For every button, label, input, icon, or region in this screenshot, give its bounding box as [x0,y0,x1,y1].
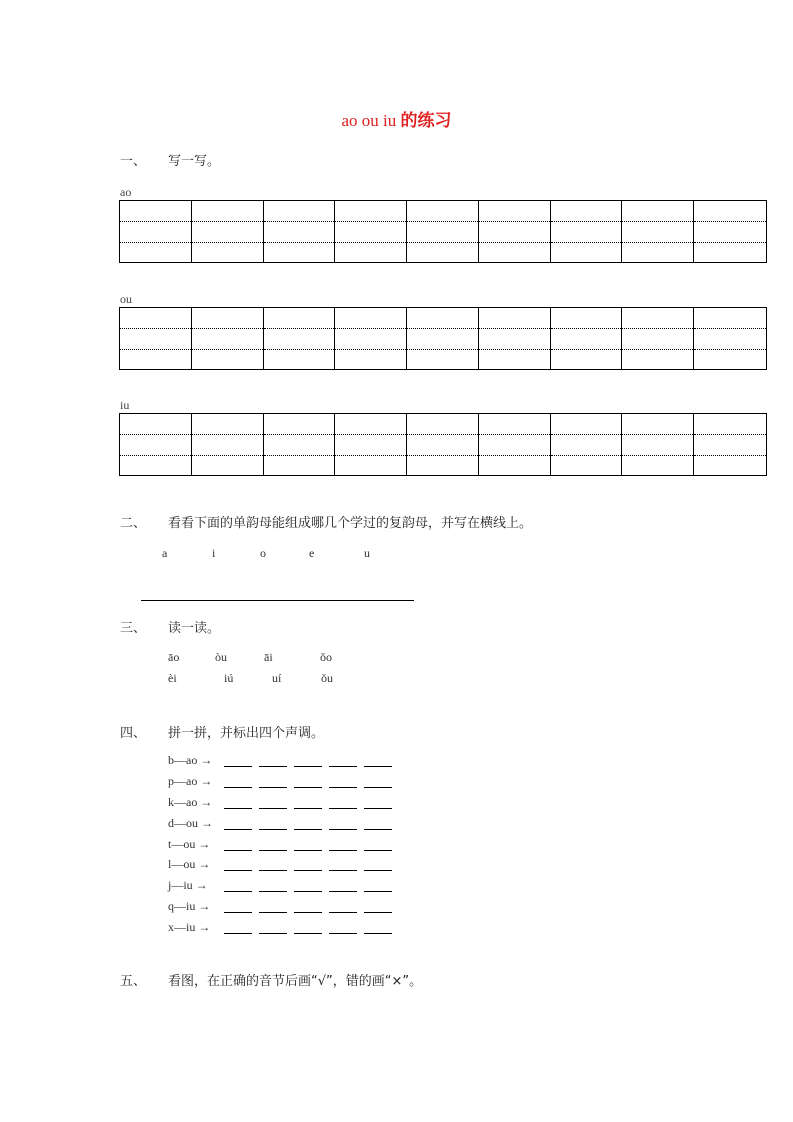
section-instruction: 看看下面的单韵母能组成哪几个学过的复韵母，并写在横线上。 [168,516,533,531]
grid-cell[interactable] [120,308,192,369]
writing-grid-ao [119,200,767,263]
grid-cell[interactable] [694,201,766,262]
grid-cell[interactable] [120,201,192,262]
tone-blank[interactable] [259,870,287,871]
grid-cell[interactable] [264,414,336,475]
grid-cell[interactable] [694,308,766,369]
grid-cell[interactable] [479,414,551,475]
tone-blank[interactable] [294,850,322,851]
grid-cell[interactable] [551,308,623,369]
tone-blank[interactable] [329,808,357,809]
tone-blank[interactable] [294,933,322,934]
tone-blank[interactable] [329,829,357,830]
spell-row-label: j—iu → [168,878,208,892]
vowel-o: o [260,546,266,560]
section-number: 二、 [120,516,147,531]
grid-cell[interactable] [479,308,551,369]
title-latin: ao ou iu [341,111,401,130]
tone-blank[interactable] [364,829,392,830]
vowel-e: e [309,546,315,560]
tone-blank[interactable] [364,870,392,871]
grid-cell[interactable] [335,308,407,369]
writing-grid-iu [119,413,767,476]
tone-blank[interactable] [224,787,252,788]
tone-blank[interactable] [329,870,357,871]
grid-cell[interactable] [407,308,479,369]
grid-cell[interactable] [694,414,766,475]
grid-cell[interactable] [479,201,551,262]
tone-blank[interactable] [364,808,392,809]
grid-cell[interactable] [407,414,479,475]
grid-cell[interactable] [622,308,694,369]
spell-row-label: b—ao → [168,753,213,767]
spell-row-label: k—ao → [168,795,213,809]
table-label-ao: ao [120,185,132,199]
tone-blank[interactable] [259,891,287,892]
reading-syllable: uí [272,671,282,685]
tone-blank[interactable] [294,912,322,913]
tone-blank[interactable] [294,870,322,871]
section-number: 五、 [120,974,147,989]
reading-syllable: āi [264,650,273,664]
reading-syllable: ǒo [320,650,332,664]
reading-syllable: ǒu [321,671,333,685]
spell-row-label: l—ou → [168,857,211,871]
vowel-a: a [162,546,168,560]
tone-blank[interactable] [364,891,392,892]
grid-cell[interactable] [335,201,407,262]
tone-blank[interactable] [329,787,357,788]
section-number: 三、 [120,621,147,636]
section-number: 四、 [120,726,147,741]
spell-row-label: x—iu → [168,920,211,934]
grid-cell[interactable] [335,414,407,475]
tone-blank[interactable] [364,912,392,913]
tone-blank[interactable] [224,933,252,934]
reading-syllable: āo [168,650,180,664]
tone-blank[interactable] [329,850,357,851]
tone-blank[interactable] [294,829,322,830]
writing-grid-ou [119,307,767,370]
section-instruction: 拼一拼，并标出四个声调。 [168,726,325,741]
tone-blank[interactable] [329,933,357,934]
tone-blank[interactable] [294,787,322,788]
tone-blank[interactable] [329,891,357,892]
vowel-u: u [364,546,370,560]
section-instruction: 看图，在正确的音节后画“√”，错的画“×”。 [168,974,423,989]
tone-blank[interactable] [364,787,392,788]
spell-row-label: q—iu → [168,899,211,913]
grid-cell[interactable] [120,414,192,475]
tone-blank[interactable] [224,808,252,809]
tone-blank[interactable] [259,808,287,809]
grid-cell[interactable] [264,201,336,262]
tone-blank[interactable] [224,829,252,830]
grid-cell[interactable] [622,414,694,475]
spell-row-label: p—ao → [168,774,213,788]
title-cjk: 的练习 [400,111,452,131]
tone-blank[interactable] [329,766,357,767]
tone-blank[interactable] [259,829,287,830]
reading-syllable: iú [224,671,234,685]
tone-blank[interactable] [259,787,287,788]
tone-blank[interactable] [364,933,392,934]
grid-cell[interactable] [551,414,623,475]
grid-cell[interactable] [192,201,264,262]
vowel-i: i [212,546,216,560]
tone-blank[interactable] [259,766,287,767]
section-instruction: 读一读。 [168,621,221,636]
tone-blank[interactable] [224,850,252,851]
tone-blank[interactable] [259,850,287,851]
tone-blank[interactable] [259,912,287,913]
tone-blank[interactable] [294,891,322,892]
reading-syllable: òu [215,650,227,664]
tone-blank[interactable] [364,850,392,851]
table-label-iu: iu [120,398,130,412]
tone-blank[interactable] [294,808,322,809]
tone-blank[interactable] [224,766,252,767]
tone-blank[interactable] [224,870,252,871]
grid-cell[interactable] [192,414,264,475]
spell-row-label: d—ou → [168,816,213,830]
page-title [0,106,793,131]
tone-blank[interactable] [224,891,252,892]
section-number: 一、 [120,154,147,169]
grid-cell[interactable] [622,201,694,262]
reading-syllable: èi [168,671,177,685]
spell-row-label: t—ou → [168,837,211,851]
tone-blank[interactable] [294,766,322,767]
answer-line[interactable] [141,600,414,601]
tone-blank[interactable] [224,912,252,913]
section-instruction: 写一写。 [168,154,221,169]
tone-blank[interactable] [329,912,357,913]
tone-blank[interactable] [259,933,287,934]
grid-cell[interactable] [551,201,623,262]
table-label-ou: ou [120,292,132,306]
grid-cell[interactable] [192,308,264,369]
tone-blank[interactable] [364,766,392,767]
grid-cell[interactable] [264,308,336,369]
grid-cell[interactable] [407,201,479,262]
